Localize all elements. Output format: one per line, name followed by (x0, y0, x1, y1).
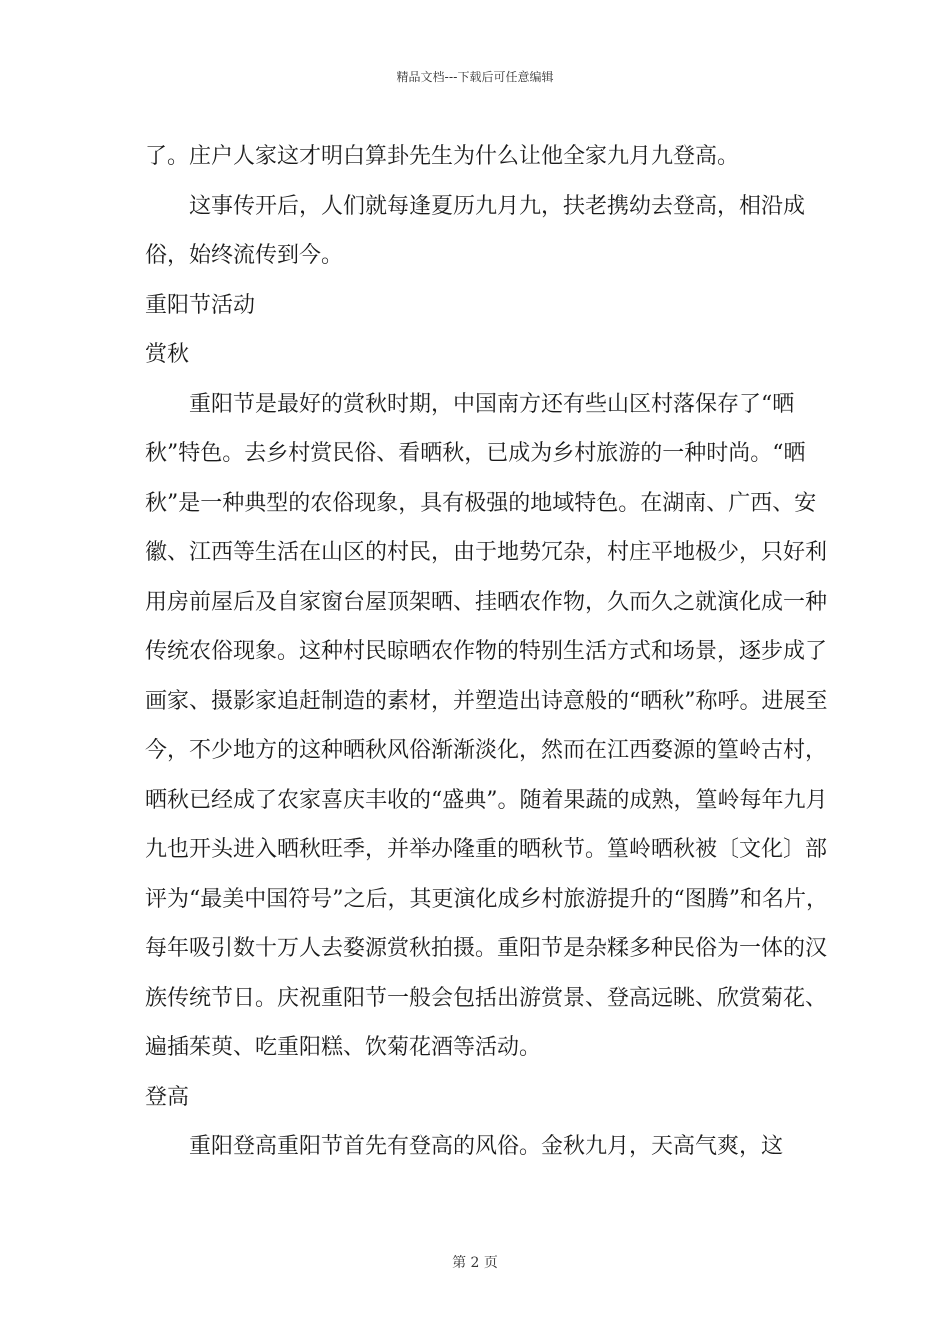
paragraph-3: 重阳节是最好的赏秋时期，中国南方还有些山区村落保存了“晒秋”特色。去乡村赏民俗、看晒秋，已成为乡村旅游的一种时尚。“晒秋”是一种典型的农俗现象，具有极强的地域特色。在湖南、广西、安徽、江西等生活在山区的村民，由于地势冗杂，村庄平地极少，只好利用房前屋后及自家窗台屋顶架晒、挂晒农作物，久而久之就演化成一种传统农俗现象。这种村民晾晒农作物的特别生活方式和场景，逐步成了画家、摄影家追赶制造的素材，并塑造出诗意般的“晒秋”称呼。进展至今，不少地方的这种晒秋风俗渐渐淡化，然而在江西婺源的篁岭古村，晒秋已经成了农家喜庆丰收的“盛典”。随着果蔬的成熟，篁岭每年九月九也开头进入晒秋旺季，并举办隆重的晒秋节。篁岭晒秋被〔文化〕部评为“最美中国符号”之后，其更演化成乡村旅游提升的“图腾”和名片，每年吸引数十万人去婺源赏秋拍摄。重阳节是杂糅多种民俗为一体的汉族传统节日。庆祝重阳节一般会包括出游赏景、登高远眺、欣赏菊花、遍插茱萸、吃重阳糕、饮菊花酒等活动。 (145, 391, 828, 1060)
section-heading-activities: 重阳节活动 (145, 292, 256, 318)
section-heading-climbing: 登高 (145, 1084, 190, 1110)
paragraph-4: 重阳登高重阳节首先有登高的风俗。金秋九月，天高气爽，这 (189, 1134, 784, 1159)
paragraph-1: 了。庄户人家这才明白算卦先生为什么让他全家九月九登高。 (145, 144, 740, 169)
document-body (145, 132, 845, 1172)
paragraph-2: 这事传开后，人们就每逢夏历九月九，扶老携幼去登高，相沿成俗，始终流传到今。 (145, 193, 806, 268)
section-heading-autumn: 赏秋 (145, 342, 190, 367)
page-header: 精品文档---下载后可任意编辑 (396, 70, 554, 84)
page-footer: 第 2 页 (452, 1255, 498, 1271)
